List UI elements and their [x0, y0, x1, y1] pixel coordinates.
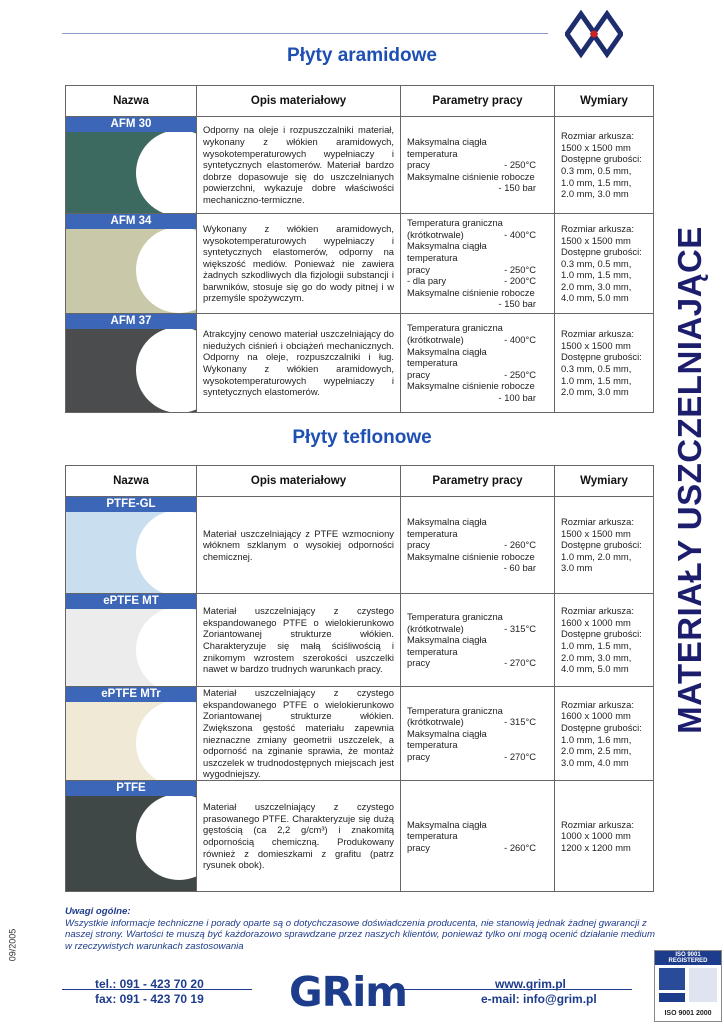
parameter-value	[536, 551, 548, 563]
material-description: Atrakcyjny cenowo materiał uszczelniający do niedużych ciśnień i obciążeń mechanicznych. Odporny na oleje, rozpuszczalniki i ług. Wykonany z włókien aramidowych, wysokotemperaturowych wypełniaczy i syntetycznych elastomerów.	[197, 314, 401, 413]
gasket-hole-shape	[136, 229, 196, 313]
operating-parameters	[401, 214, 555, 314]
parameter-label: pracy	[407, 841, 430, 853]
parameter-line	[407, 623, 548, 635]
dimension-line: 1.0 mm, 1.5 mm,	[561, 640, 632, 651]
parameter-label: (krótkotrwale)	[407, 334, 464, 346]
gasket-hole-shape	[136, 512, 196, 593]
parameter-value	[536, 240, 548, 263]
parameter-label: Maksymalna ciągła temperatura	[407, 818, 487, 842]
cert-top-label: ISO 9001 REGISTERED	[655, 951, 721, 965]
material-cell	[66, 314, 197, 413]
dimensions	[555, 314, 654, 413]
parameter-value: - 260°C	[504, 539, 536, 551]
parameter-value: - 400°C	[504, 334, 536, 346]
dimensions	[555, 594, 654, 687]
parameter-label: pracy	[407, 159, 430, 171]
parameter-value	[536, 819, 548, 842]
parameter-value	[536, 287, 548, 299]
table-row	[66, 214, 654, 314]
section-title-aramid: Płyty aramidowe	[287, 45, 437, 66]
header-parameters: Parametry pracy	[401, 86, 555, 117]
notes-title: Uwagi ogólne:	[65, 906, 131, 917]
parameter-value: - 270°C	[504, 750, 536, 762]
parameter-value	[536, 516, 548, 539]
dimension-line: Rozmiar arkusza:	[561, 222, 634, 234]
dimension-line: Dostępne grubości:	[561, 153, 642, 165]
material-name: AFM 37	[66, 314, 196, 329]
teflon-table	[65, 465, 654, 892]
dimension-line: 1500 x 1500 mm	[561, 141, 631, 153]
dimension-line: 1600 x 1000 mm	[561, 710, 631, 722]
dimension-line: Dostępne grubości:	[561, 628, 642, 640]
parameter-value	[536, 380, 548, 392]
material-name: PTFE	[66, 781, 196, 796]
parameter-value: - 250°C	[504, 368, 536, 380]
dimension-line: 1.0 mm, 1.5 mm,	[561, 269, 632, 281]
parameter-line	[407, 751, 548, 763]
gasket-hole-shape	[136, 329, 196, 412]
dimension-line: Rozmiar arkusza:	[561, 516, 634, 528]
cert-bottom-label: ISO 9001 2000	[664, 1010, 712, 1017]
dimension-line: 3.0 mm, 4.0 mm	[561, 756, 629, 768]
dimension-line: 1.0 mm, 2.0 mm,	[561, 550, 632, 562]
parameter-value: - 150 bar	[498, 298, 536, 310]
parameter-label: Temperatura graniczna	[407, 611, 503, 623]
parameter-value	[536, 346, 548, 369]
material-sample-image	[66, 229, 196, 313]
material-description: Wykonany z włókien aramidowych, wysokotemperaturowych wypełniaczy i syntetycznych elastomerów, odporny na większość mediów. Ponieważ nie zawiera żadnych szkodliwych dla fizjologii substancji i barwników, stosuje się go do wody pitnej i w przemyśle spożywczym.	[197, 214, 401, 314]
dimension-line: 2.0 mm, 3.0 mm	[561, 386, 629, 398]
parameter-line	[407, 392, 548, 404]
dimension-line: 2.0 mm, 3.0 mm,	[561, 280, 632, 292]
parameter-line	[407, 539, 548, 551]
parameter-label: Temperatura graniczna	[407, 322, 503, 334]
dimension-line: 1.0 mm, 1.5 mm,	[561, 374, 632, 386]
parameter-label: Maksymalna ciągła temperatura	[407, 345, 487, 369]
parameter-value	[536, 634, 548, 657]
parameter-line	[407, 182, 548, 194]
parameter-line	[407, 705, 548, 717]
parameter-line	[407, 369, 548, 381]
parameter-line	[407, 516, 548, 539]
parameter-label: Maksymalna ciągła temperatura	[407, 634, 487, 657]
gasket-hole-shape	[136, 796, 196, 880]
dimensions	[555, 214, 654, 314]
dimension-line: 1600 x 1000 mm	[561, 616, 631, 628]
dimensions	[555, 117, 654, 214]
dimension-line: 1500 x 1500 mm	[561, 234, 631, 246]
material-cell	[66, 497, 197, 594]
material-cell	[66, 117, 197, 214]
parameter-label: Maksymalna ciągła temperatura	[407, 516, 487, 539]
dimension-line: 4.0 mm, 5.0 mm	[561, 663, 629, 675]
parameter-label: (krótkotrwale)	[407, 716, 464, 728]
parameter-label: Maksymalne ciśnienie robocze	[407, 550, 535, 562]
parameter-line	[407, 171, 548, 183]
gasket-hole-shape	[136, 609, 196, 686]
material-description: Odporny na oleje i rozpuszczalniki materiał, wykonany z włókien aramidowych, wysokotemperaturowych wypełniaczy i syntetycznych elastomerów. Materiał bardzo dobrze dopasowuje się do uszczelnianych powierzchni, wykazuje dobre właściwości mechaniczno-termiczne.	[197, 117, 401, 214]
operating-parameters	[401, 314, 555, 413]
material-sample-image	[66, 702, 196, 780]
parameter-value	[536, 136, 548, 159]
parameter-value	[536, 171, 548, 183]
parameter-line	[407, 136, 548, 159]
dimension-line: 0.3 mm, 0.5 mm,	[561, 257, 632, 269]
parameter-line	[407, 334, 548, 346]
parameter-line	[407, 611, 548, 623]
parameter-value	[536, 611, 548, 623]
parameter-line	[407, 275, 548, 287]
operating-parameters	[401, 781, 555, 892]
material-cell	[66, 687, 197, 781]
gasket-hole-shape	[136, 132, 196, 213]
parameter-line	[407, 551, 548, 563]
table-row	[66, 314, 654, 413]
operating-parameters	[401, 497, 555, 594]
general-notes	[65, 906, 655, 952]
parameter-line	[407, 240, 548, 263]
material-sample-image	[66, 796, 196, 891]
dimension-line: Dostępne grubości:	[561, 246, 642, 258]
parameter-line	[407, 380, 548, 392]
parameter-line	[407, 728, 548, 751]
material-name: ePTFE MTr	[66, 687, 196, 702]
parameter-label: - dla pary	[407, 275, 447, 287]
parameter-line	[407, 346, 548, 369]
parameter-label: Maksymalna ciągła temperatura	[407, 136, 487, 159]
section-title-teflon: Płyty teflonowe	[292, 427, 432, 448]
parameter-label: Temperatura graniczna	[407, 217, 503, 229]
dnv-seal-icon	[655, 965, 721, 1005]
parameter-value: - 200°C	[504, 275, 536, 287]
dimensions	[555, 497, 654, 594]
aramid-table	[65, 85, 654, 413]
material-sample-image	[66, 609, 196, 686]
material-sample-image	[66, 512, 196, 593]
dimension-line: 1.0 mm, 1.5 mm,	[561, 176, 632, 188]
operating-parameters	[401, 594, 555, 687]
parameter-label: (krótkotrwale)	[407, 622, 464, 634]
material-description: Materiał uszczelniający z czystego ekspandowanego PTFE o wielokierunkowo Zoriantowanej strukturze włókien. Charakteryzuje się małą ściśliwością i znikomym wzrostem szerokości uszczelki nawet w bardzo trudnych warunkach pracy.	[197, 594, 401, 687]
material-description: Materiał uszczelniający z czystego ekspandowanego PTFE o wielokierunkowo Zoriantowanej strukturze włókien. Zwiększona gęstość materiału zapewnia nieznaczne zmiany geometrii uszczelek, a odporność na zginanie sprawia, że montaż uszczelek w trudnodostępnych miejscach jest wygodniejszy.	[197, 687, 401, 781]
parameter-value: - 315°C	[504, 716, 536, 728]
dimension-line: Dostępne grubości:	[561, 351, 642, 363]
dimension-line: 1500 x 1500 mm	[561, 339, 631, 351]
parameter-label: Maksymalna ciągła temperatura	[407, 727, 487, 751]
parameter-value: - 260°C	[504, 841, 536, 853]
material-name: AFM 30	[66, 117, 196, 132]
parameter-line	[407, 716, 548, 728]
material-cell	[66, 214, 197, 314]
material-name: ePTFE MT	[66, 594, 196, 609]
parameter-line	[407, 287, 548, 299]
parameter-line	[407, 562, 548, 574]
header-dimensions: Wymiary	[555, 466, 654, 497]
dimension-line: Rozmiar arkusza:	[561, 698, 634, 710]
parameter-label: Maksymalne ciśnienie robocze	[407, 170, 535, 182]
dimension-line: Rozmiar arkusza:	[561, 130, 634, 142]
parameter-value: - 315°C	[504, 622, 536, 634]
operating-parameters	[401, 117, 555, 214]
footer-fax: fax: 091 - 423 70 19	[95, 992, 204, 1006]
parameter-label: Maksymalne ciśnienie robocze	[407, 380, 535, 392]
parameter-value: - 250°C	[504, 159, 536, 171]
dimension-line: Dostępne grubości:	[561, 539, 642, 551]
dimension-line: 2.0 mm, 3.0 mm	[561, 188, 629, 200]
parameter-line	[407, 819, 548, 842]
table-row	[66, 687, 654, 781]
dimensions	[555, 687, 654, 781]
parameter-value: - 60 bar	[503, 562, 536, 574]
dimension-line: Dostępne grubości:	[561, 721, 642, 733]
material-cell	[66, 594, 197, 687]
header-name: Nazwa	[66, 86, 197, 117]
dimension-line: Rozmiar arkusza:	[561, 328, 634, 340]
parameter-line	[407, 298, 548, 310]
dimension-line: 0.3 mm, 0.5 mm,	[561, 165, 632, 176]
footer-website[interactable]: www.grim.pl	[495, 977, 566, 991]
material-cell	[66, 781, 197, 892]
parameter-label: Temperatura graniczna	[407, 704, 503, 716]
parameter-line	[407, 657, 548, 669]
table-row	[66, 594, 654, 687]
header-parameters: Parametry pracy	[401, 466, 555, 497]
dimension-line: 0.3 mm, 0.5 mm,	[561, 363, 632, 374]
parameter-value: - 270°C	[504, 657, 536, 669]
gasket-hole-shape	[136, 702, 196, 780]
dimension-line: 1500 x 1500 mm	[561, 527, 631, 539]
parameter-label: Maksymalne ciśnienie robocze	[407, 286, 535, 298]
header-dimensions: Wymiary	[555, 86, 654, 117]
dimension-line: 3.0 mm	[561, 562, 593, 574]
iso-certificate-badge	[654, 950, 722, 1022]
date-code: 09/2005	[7, 928, 18, 962]
parameter-label: pracy	[407, 368, 430, 380]
parameter-value	[536, 322, 548, 334]
table-row	[66, 497, 654, 594]
sidebar-title: MATERIAŁY USZCZELNIAJĄCE	[671, 226, 708, 734]
parameter-line	[407, 159, 548, 171]
dimension-line: Rozmiar arkusza:	[561, 605, 634, 617]
footer-email[interactable]: e-mail: info@grim.pl	[481, 992, 597, 1006]
notes-text: Wszystkie informacje techniczne i porady oparte są o dotychczasowe doświadczenia producenta, nie stanowią jednak żadnej gwarancji z naszej strony. Wartości te muszą być każdorazowo sprawdzane przez naszych klientów, ponieważ tylko oni mogą ocenić działanie medium w rzeczywistych warunkach zastosowania	[65, 917, 655, 952]
dimension-line: 1200 x 1200 mm	[561, 841, 631, 853]
dimension-line: 4.0 mm, 5.0 mm	[561, 292, 629, 304]
parameter-value: - 100 bar	[498, 391, 536, 403]
brand-logo: GRim	[289, 968, 407, 1016]
footer-phone: tel.: 091 - 423 70 20	[95, 977, 204, 991]
material-name: AFM 34	[66, 214, 196, 229]
parameter-value: - 400°C	[504, 228, 536, 240]
parameter-label: pracy	[407, 263, 430, 275]
table-row	[66, 781, 654, 892]
dimension-line: Rozmiar arkusza:	[561, 818, 634, 830]
header-name: Nazwa	[66, 466, 197, 497]
parameter-value	[536, 705, 548, 717]
parameter-label: pracy	[407, 539, 430, 551]
parameter-value: - 150 bar	[498, 182, 536, 194]
header-description: Opis materiałowy	[197, 86, 401, 117]
parameter-label: pracy	[407, 750, 430, 762]
operating-parameters	[401, 687, 555, 781]
material-name: PTFE-GL	[66, 497, 196, 512]
material-sample-image	[66, 329, 196, 412]
header-rule	[62, 33, 548, 34]
table-row	[66, 117, 654, 214]
parameter-line	[407, 217, 548, 229]
parameter-label: (krótkotrwale)	[407, 228, 464, 240]
parameter-line	[407, 634, 548, 657]
dimension-line: 2.0 mm, 3.0 mm,	[561, 651, 632, 663]
parameter-line	[407, 264, 548, 276]
parameter-value: - 250°C	[504, 263, 536, 275]
dimension-line: 1000 x 1000 mm	[561, 830, 631, 842]
parameter-label: pracy	[407, 657, 430, 669]
header-description: Opis materiałowy	[197, 466, 401, 497]
parameter-line	[407, 842, 548, 854]
parameter-line	[407, 229, 548, 241]
parameter-line	[407, 322, 548, 334]
dimensions	[555, 781, 654, 892]
material-description: Materiał uszczelniający z czystego prasowanego PTFE. Charakteryzuje się dużą gęstością (ca 2,2 g/cm³) i znakomitą odpornością chemiczną. Produkowany również z domieszkami z grafitu (patrz rysunek obok).	[197, 781, 401, 892]
parameter-value	[536, 217, 548, 229]
parameter-label: Maksymalna ciągła temperatura	[407, 240, 487, 263]
material-sample-image	[66, 132, 196, 213]
parameter-value	[536, 728, 548, 751]
dimension-line: 2.0 mm, 2.5 mm,	[561, 745, 632, 757]
material-description: Materiał uszczelniający z PTFE wzmocniony włóknem szklanym o wysokiej odporności chemicznej.	[197, 497, 401, 594]
dimension-line: 1.0 mm, 1.6 mm,	[561, 733, 632, 745]
